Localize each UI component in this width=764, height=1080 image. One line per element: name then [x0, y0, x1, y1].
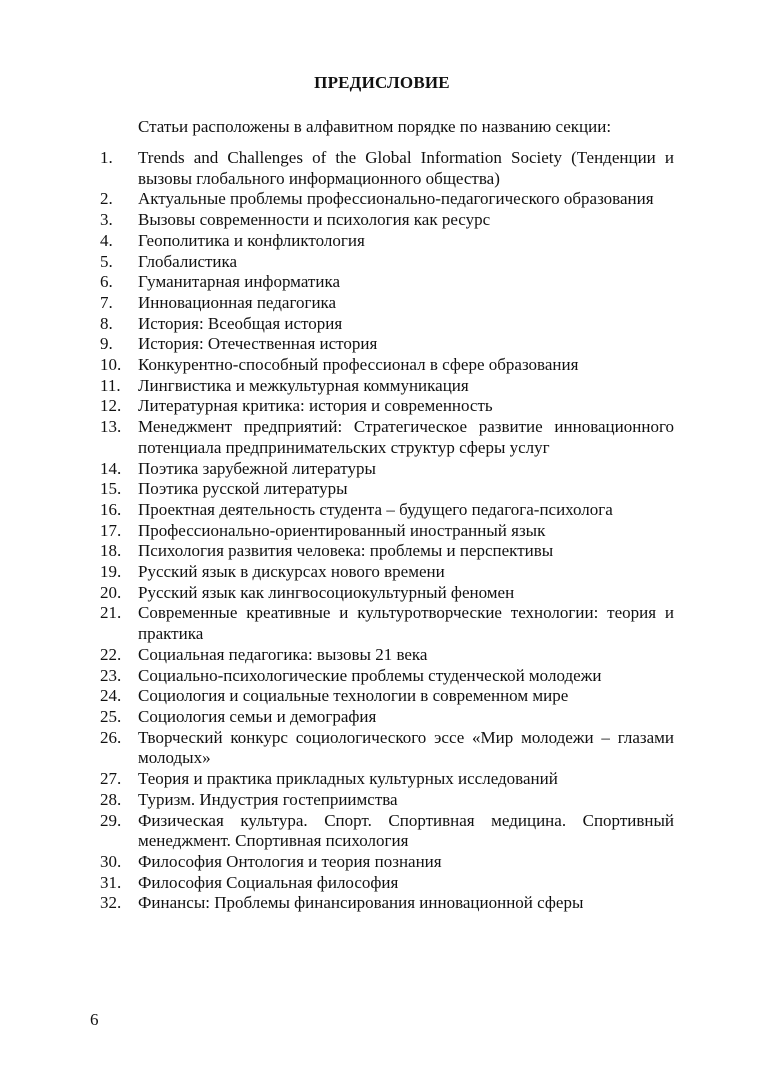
list-item-text: Философия Социальная философия [138, 872, 399, 892]
list-item-text: Геополитика и конфликтология [138, 230, 365, 250]
list-item-text: История: Всеобщая история [138, 313, 343, 333]
list-item-number: 1. [100, 148, 113, 167]
list-item [100, 500, 674, 521]
list-item-text: Проектная деятельность студента – будущего педагога-психолога [138, 499, 613, 519]
list-item-number: 5. [100, 251, 113, 271]
list-item [100, 645, 674, 666]
list-item-number: 12. [100, 396, 122, 416]
page-title: ПРЕДИСЛОВИЕ [314, 73, 450, 92]
list-item-number: 4. [100, 230, 113, 250]
list-item [100, 769, 674, 790]
list-item [100, 148, 674, 189]
list-item [100, 603, 674, 644]
list-item [100, 852, 674, 873]
list-item [100, 707, 674, 728]
list-item-number: 11. [100, 375, 121, 395]
list-item [100, 459, 674, 480]
list-item-number: 7. [100, 292, 113, 312]
list-item-number: 10. [100, 355, 122, 375]
list-item [100, 376, 674, 397]
list-item [100, 541, 674, 562]
list-item [100, 293, 674, 314]
section-list [100, 148, 674, 914]
intro-paragraph: Статьи расположены в алфавитном порядке по названию секции: [138, 117, 612, 136]
list-item-text: Trends and Challenges of the Global Information Society (Тенденции и вызовы глобального информационного общества) [138, 148, 674, 188]
list-item [100, 252, 674, 273]
list-item-text: Профессионально-ориентированный иностранный язык [138, 520, 546, 540]
list-item-text: Современные креативные и культуротворческие технологии: теория и практика [138, 603, 674, 644]
list-item-text: Творческий конкурс социологического эссе «Мир молодежи – глазами молодых» [138, 727, 674, 768]
list-item-text: Социально-психологические проблемы студенческой молодежи [138, 665, 602, 685]
list-item [100, 396, 674, 417]
list-item-text: Социальная педагогика: вызовы 21 века [138, 644, 428, 664]
list-item [100, 811, 674, 852]
list-item-text: Конкурентно-способный профессионал в сфере образования [138, 355, 579, 375]
list-item-text: Поэтика зарубежной литературы [138, 458, 376, 478]
list-item [100, 272, 674, 293]
list-item-number: 29. [100, 810, 122, 830]
list-item-text: История: Отечественная история [138, 334, 378, 354]
list-item-number: 2. [100, 189, 113, 209]
page-number: 6 [90, 1010, 99, 1029]
list-item [100, 314, 674, 335]
list-item-text: Инновационная педагогика [138, 292, 337, 312]
list-item-text: Поэтика русской литературы [138, 479, 348, 499]
list-item-number: 25. [100, 706, 122, 726]
list-item-text: Актуальные проблемы профессионально-педагогического образования [138, 189, 654, 209]
list-item-text: Русский язык как лингвосоциокультурный феномен [138, 582, 515, 602]
list-item-number: 3. [100, 210, 113, 230]
list-item-number: 16. [100, 499, 122, 519]
list-item [100, 210, 674, 231]
list-item-text: Лингвистика и межкультурная коммуникация [138, 375, 469, 395]
list-item-number: 15. [100, 479, 122, 499]
list-item-number: 6. [100, 272, 113, 292]
list-item [100, 686, 674, 707]
list-item [100, 334, 674, 355]
list-item-number: 31. [100, 872, 122, 892]
list-item-text: Глобалистика [138, 251, 238, 271]
list-item-number: 23. [100, 665, 122, 685]
list-item-number: 21. [100, 603, 122, 623]
list-item [100, 189, 674, 210]
list-item-text: Социология семьи и демография [138, 706, 377, 726]
list-item [100, 355, 674, 376]
list-item [100, 728, 674, 769]
list-item-number: 9. [100, 334, 113, 354]
list-item [100, 231, 674, 252]
list-item-text: Вызовы современности и психология как ресурс [138, 210, 491, 230]
list-item [100, 417, 674, 458]
list-item [100, 583, 674, 604]
list-item [100, 790, 674, 811]
list-item [100, 893, 674, 914]
list-item-number: 24. [100, 686, 122, 706]
list-item-text: Социология и социальные технологии в современном мире [138, 686, 569, 706]
list-item-number: 30. [100, 851, 122, 871]
list-item-number: 28. [100, 789, 122, 809]
list-item [100, 479, 674, 500]
list-item-number: 32. [100, 893, 122, 913]
list-item-number: 20. [100, 582, 122, 602]
list-item-number: 8. [100, 313, 113, 333]
list-item [100, 666, 674, 687]
list-item [100, 521, 674, 542]
list-item-number: 19. [100, 562, 122, 582]
list-item-number: 18. [100, 541, 122, 561]
list-item [100, 562, 674, 583]
list-item-number: 22. [100, 644, 122, 664]
list-item-text: Туризм. Индустрия гостеприимства [138, 789, 398, 809]
list-item-text: Теория и практика прикладных культурных исследований [138, 769, 558, 789]
list-item-number: 26. [100, 727, 122, 747]
list-item-text: Русский язык в дискурсах нового времени [138, 562, 445, 582]
list-item-number: 17. [100, 520, 122, 540]
list-item-text: Гуманитарная информатика [138, 272, 341, 292]
list-item-text: Физическая культура. Спорт. Спортивная медицина. Спортивный менеджмент. Спортивная психология [138, 810, 674, 851]
list-item-text: Литературная критика: история и современность [138, 396, 493, 416]
list-item-text: Менеджмент предприятий: Стратегическое развитие инновационного потенциала предпринимательских структур сферы услуг [138, 417, 674, 457]
list-item-text: Философия Онтология и теория познания [138, 851, 442, 871]
list-item-number: 27. [100, 769, 122, 789]
list-item-text: Психология развития человека: проблемы и перспективы [138, 541, 554, 561]
list-item-number: 14. [100, 458, 122, 478]
list-item-number: 13. [100, 417, 122, 437]
list-item-text: Финансы: Проблемы финансирования инновационной сферы [138, 893, 584, 913]
list-item [100, 873, 674, 894]
